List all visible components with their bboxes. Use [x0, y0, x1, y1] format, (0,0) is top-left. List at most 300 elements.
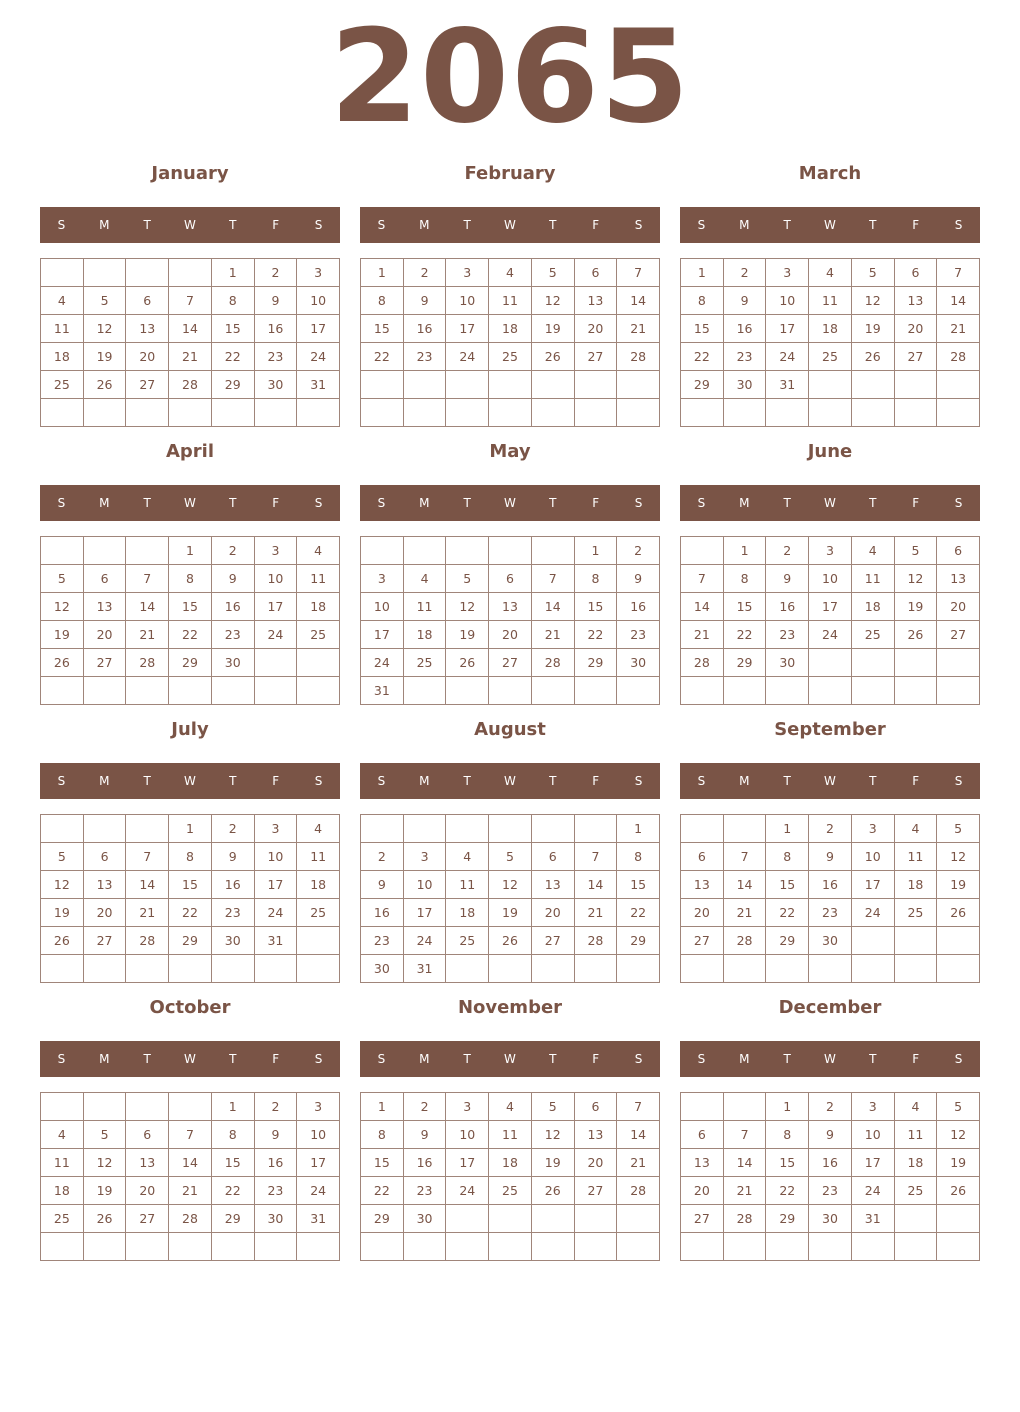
empty-day-cell	[404, 815, 447, 843]
empty-day-cell	[297, 955, 340, 983]
empty-day-cell	[532, 1205, 575, 1233]
day-cell: 2	[809, 1093, 852, 1121]
empty-day-cell	[212, 677, 255, 705]
month-name: December	[778, 997, 882, 1018]
day-cell: 14	[575, 871, 618, 899]
day-cell: 26	[489, 927, 532, 955]
days-grid	[360, 1092, 660, 1261]
day-cell: 20	[895, 315, 938, 343]
day-cell: 6	[937, 537, 980, 565]
day-cell: 25	[852, 621, 895, 649]
weekday-label: T	[229, 496, 237, 510]
weekday-header	[40, 763, 340, 799]
day-cell: 8	[212, 287, 255, 315]
day-cell: 12	[446, 593, 489, 621]
day-cell: 6	[895, 259, 938, 287]
day-cell: 14	[937, 287, 980, 315]
day-cell: 25	[895, 899, 938, 927]
empty-day-cell	[852, 649, 895, 677]
day-cell: 14	[169, 315, 212, 343]
day-cell: 7	[575, 843, 618, 871]
day-cell: 17	[809, 593, 852, 621]
day-cell: 9	[255, 287, 298, 315]
day-cell: 23	[255, 1177, 298, 1205]
empty-day-cell	[361, 371, 404, 399]
empty-day-cell	[361, 537, 404, 565]
day-cell: 11	[446, 871, 489, 899]
day-cell: 1	[212, 1093, 255, 1121]
day-cell: 21	[126, 621, 169, 649]
day-cell: 9	[255, 1121, 298, 1149]
empty-day-cell	[126, 1233, 169, 1261]
days-grid	[360, 258, 660, 427]
day-cell: 12	[532, 287, 575, 315]
day-cell: 9	[724, 287, 767, 315]
day-cell: 16	[404, 315, 447, 343]
weekday-label: F	[592, 774, 600, 788]
weekday-label: W	[504, 774, 516, 788]
day-cell: 19	[895, 593, 938, 621]
empty-day-cell	[681, 815, 724, 843]
day-cell: 17	[766, 315, 809, 343]
month-name: January	[151, 163, 229, 184]
day-cell: 21	[617, 1149, 660, 1177]
day-cell: 29	[212, 1205, 255, 1233]
day-cell: 29	[169, 649, 212, 677]
day-cell: 2	[404, 259, 447, 287]
empty-day-cell	[724, 815, 767, 843]
empty-day-cell	[41, 537, 84, 565]
day-cell: 15	[361, 1149, 404, 1177]
day-cell: 9	[404, 287, 447, 315]
day-cell: 12	[532, 1121, 575, 1149]
empty-day-cell	[532, 537, 575, 565]
day-cell: 18	[489, 1149, 532, 1177]
weekday-label: T	[869, 496, 877, 510]
day-cell: 4	[895, 815, 938, 843]
day-cell: 18	[809, 315, 852, 343]
empty-day-cell	[255, 399, 298, 427]
empty-day-cell	[169, 399, 212, 427]
empty-day-cell	[937, 677, 980, 705]
day-cell: 10	[361, 593, 404, 621]
day-cell: 10	[852, 843, 895, 871]
day-cell: 2	[404, 1093, 447, 1121]
day-cell: 3	[446, 259, 489, 287]
weekday-label: M	[419, 1052, 430, 1066]
day-cell: 28	[532, 649, 575, 677]
day-cell: 14	[617, 287, 660, 315]
weekday-label: S	[697, 496, 706, 510]
month-calendar-september	[680, 708, 980, 986]
empty-day-cell	[852, 955, 895, 983]
empty-day-cell	[681, 677, 724, 705]
day-cell: 1	[766, 815, 809, 843]
empty-day-cell	[895, 1233, 938, 1261]
day-cell: 22	[766, 899, 809, 927]
day-cell: 27	[895, 343, 938, 371]
day-cell: 23	[617, 621, 660, 649]
weekday-label: T	[783, 774, 791, 788]
day-cell: 25	[41, 1205, 84, 1233]
day-cell: 16	[766, 593, 809, 621]
day-cell: 19	[41, 621, 84, 649]
empty-day-cell	[575, 955, 618, 983]
day-cell: 10	[404, 871, 447, 899]
day-cell: 27	[681, 1205, 724, 1233]
month-name: June	[807, 441, 853, 462]
empty-day-cell	[489, 815, 532, 843]
weekday-header	[360, 763, 660, 799]
day-cell: 28	[937, 343, 980, 371]
day-cell: 15	[724, 593, 767, 621]
day-cell: 19	[937, 871, 980, 899]
day-cell: 3	[404, 843, 447, 871]
month-name: April	[165, 441, 215, 462]
weekday-label: M	[419, 496, 430, 510]
empty-day-cell	[681, 537, 724, 565]
day-cell: 12	[41, 871, 84, 899]
empty-day-cell	[766, 677, 809, 705]
day-cell: 27	[126, 371, 169, 399]
days-grid	[680, 258, 980, 427]
day-cell: 14	[126, 593, 169, 621]
weekday-header	[680, 485, 980, 521]
empty-day-cell	[169, 955, 212, 983]
weekday-label: T	[143, 1052, 151, 1066]
day-cell: 2	[361, 843, 404, 871]
day-cell: 13	[895, 287, 938, 315]
day-cell: 4	[489, 1093, 532, 1121]
day-cell: 14	[126, 871, 169, 899]
year-title: 2065	[329, 3, 691, 152]
day-cell: 23	[212, 621, 255, 649]
day-cell: 10	[766, 287, 809, 315]
weekday-label: W	[504, 218, 516, 232]
empty-day-cell	[766, 399, 809, 427]
day-cell: 17	[297, 1149, 340, 1177]
day-cell: 10	[255, 843, 298, 871]
day-cell: 26	[41, 649, 84, 677]
day-cell: 16	[212, 593, 255, 621]
empty-day-cell	[617, 677, 660, 705]
empty-day-cell	[126, 955, 169, 983]
weekday-label: T	[143, 496, 151, 510]
day-cell: 31	[297, 371, 340, 399]
day-cell: 12	[937, 1121, 980, 1149]
empty-day-cell	[681, 955, 724, 983]
day-cell: 15	[361, 315, 404, 343]
day-cell: 3	[255, 815, 298, 843]
empty-day-cell	[297, 927, 340, 955]
weekday-label: M	[739, 496, 750, 510]
day-cell: 28	[724, 1205, 767, 1233]
day-cell: 18	[41, 1177, 84, 1205]
empty-day-cell	[617, 955, 660, 983]
day-cell: 23	[809, 1177, 852, 1205]
day-cell: 27	[532, 927, 575, 955]
day-cell: 10	[255, 565, 298, 593]
empty-day-cell	[212, 1233, 255, 1261]
day-cell: 12	[937, 843, 980, 871]
day-cell: 18	[297, 593, 340, 621]
day-cell: 31	[361, 677, 404, 705]
empty-day-cell	[809, 677, 852, 705]
day-cell: 6	[681, 1121, 724, 1149]
day-cell: 26	[446, 649, 489, 677]
weekday-label: T	[463, 1052, 471, 1066]
day-cell: 17	[255, 871, 298, 899]
weekday-label: S	[697, 218, 706, 232]
day-cell: 15	[766, 1149, 809, 1177]
day-cell: 7	[126, 565, 169, 593]
day-cell: 24	[297, 1177, 340, 1205]
day-cell: 22	[617, 899, 660, 927]
empty-day-cell	[126, 1093, 169, 1121]
day-cell: 29	[617, 927, 660, 955]
weekday-label: W	[504, 496, 516, 510]
day-cell: 23	[809, 899, 852, 927]
day-cell: 6	[575, 1093, 618, 1121]
weekday-label: T	[229, 1052, 237, 1066]
weekday-label: S	[634, 1052, 643, 1066]
day-cell: 17	[446, 315, 489, 343]
day-cell: 10	[852, 1121, 895, 1149]
empty-day-cell	[255, 649, 298, 677]
empty-day-cell	[766, 1233, 809, 1261]
day-cell: 27	[575, 1177, 618, 1205]
month-calendar-january	[40, 152, 340, 430]
empty-day-cell	[446, 815, 489, 843]
empty-day-cell	[489, 677, 532, 705]
empty-day-cell	[937, 927, 980, 955]
empty-day-cell	[617, 1205, 660, 1233]
day-cell: 31	[297, 1205, 340, 1233]
day-cell: 22	[361, 1177, 404, 1205]
empty-day-cell	[126, 537, 169, 565]
day-cell: 31	[404, 955, 447, 983]
day-cell: 9	[212, 565, 255, 593]
day-cell: 21	[681, 621, 724, 649]
day-cell: 13	[937, 565, 980, 593]
weekday-label: S	[377, 774, 386, 788]
month-name: February	[464, 163, 556, 184]
day-cell: 28	[617, 1177, 660, 1205]
day-cell: 4	[489, 259, 532, 287]
month-name: November	[457, 997, 563, 1018]
empty-day-cell	[84, 677, 127, 705]
day-cell: 22	[169, 899, 212, 927]
day-cell: 17	[361, 621, 404, 649]
day-cell: 14	[617, 1121, 660, 1149]
day-cell: 2	[809, 815, 852, 843]
month-calendar-march	[680, 152, 980, 430]
weekday-label: T	[869, 218, 877, 232]
day-cell: 13	[575, 287, 618, 315]
day-cell: 3	[809, 537, 852, 565]
day-cell: 8	[361, 287, 404, 315]
weekday-label: S	[634, 218, 643, 232]
day-cell: 26	[41, 927, 84, 955]
day-cell: 10	[297, 287, 340, 315]
day-cell: 25	[489, 1177, 532, 1205]
day-cell: 22	[361, 343, 404, 371]
weekday-label: T	[463, 774, 471, 788]
empty-day-cell	[169, 677, 212, 705]
day-cell: 24	[255, 621, 298, 649]
month-calendar-may	[360, 430, 660, 708]
empty-day-cell	[852, 1233, 895, 1261]
day-cell: 14	[532, 593, 575, 621]
day-cell: 6	[575, 259, 618, 287]
day-cell: 1	[169, 815, 212, 843]
day-cell: 16	[212, 871, 255, 899]
empty-day-cell	[41, 1093, 84, 1121]
day-cell: 6	[532, 843, 575, 871]
day-cell: 5	[84, 287, 127, 315]
day-cell: 7	[126, 843, 169, 871]
empty-day-cell	[809, 649, 852, 677]
weekday-label: T	[783, 496, 791, 510]
day-cell: 22	[212, 1177, 255, 1205]
day-cell: 31	[766, 371, 809, 399]
day-cell: 4	[297, 537, 340, 565]
day-cell: 30	[212, 649, 255, 677]
day-cell: 29	[361, 1205, 404, 1233]
day-cell: 4	[404, 565, 447, 593]
empty-day-cell	[724, 955, 767, 983]
day-cell: 26	[84, 1205, 127, 1233]
day-cell: 2	[255, 1093, 298, 1121]
day-cell: 23	[404, 343, 447, 371]
weekday-label: S	[377, 218, 386, 232]
empty-day-cell	[532, 1233, 575, 1261]
weekday-label: S	[954, 774, 963, 788]
weekday-label: F	[272, 774, 280, 788]
day-cell: 9	[617, 565, 660, 593]
weekday-label: S	[954, 496, 963, 510]
empty-day-cell	[446, 1205, 489, 1233]
month-name: September	[774, 719, 886, 740]
day-cell: 12	[489, 871, 532, 899]
days-grid	[40, 258, 340, 427]
day-cell: 21	[532, 621, 575, 649]
day-cell: 16	[617, 593, 660, 621]
day-cell: 4	[297, 815, 340, 843]
day-cell: 11	[41, 1149, 84, 1177]
day-cell: 18	[895, 1149, 938, 1177]
weekday-label: S	[634, 496, 643, 510]
day-cell: 9	[809, 1121, 852, 1149]
day-cell: 18	[895, 871, 938, 899]
day-cell: 7	[532, 565, 575, 593]
day-cell: 8	[617, 843, 660, 871]
empty-day-cell	[41, 1233, 84, 1261]
empty-day-cell	[255, 955, 298, 983]
day-cell: 29	[169, 927, 212, 955]
empty-day-cell	[84, 955, 127, 983]
day-cell: 18	[297, 871, 340, 899]
weekday-label: T	[549, 774, 557, 788]
day-cell: 29	[766, 1205, 809, 1233]
weekday-header	[360, 207, 660, 243]
day-cell: 30	[361, 955, 404, 983]
empty-day-cell	[766, 955, 809, 983]
empty-day-cell	[937, 955, 980, 983]
day-cell: 5	[41, 565, 84, 593]
empty-day-cell	[297, 677, 340, 705]
days-grid	[360, 536, 660, 705]
weekday-label: T	[143, 774, 151, 788]
empty-day-cell	[575, 1233, 618, 1261]
empty-day-cell	[895, 927, 938, 955]
day-cell: 16	[255, 315, 298, 343]
day-cell: 11	[852, 565, 895, 593]
day-cell: 7	[617, 259, 660, 287]
day-cell: 14	[681, 593, 724, 621]
day-cell: 12	[895, 565, 938, 593]
empty-day-cell	[532, 371, 575, 399]
weekday-label: W	[184, 218, 196, 232]
empty-day-cell	[446, 677, 489, 705]
day-cell: 28	[681, 649, 724, 677]
empty-day-cell	[361, 815, 404, 843]
day-cell: 13	[575, 1121, 618, 1149]
day-cell: 23	[404, 1177, 447, 1205]
day-cell: 11	[41, 315, 84, 343]
day-cell: 8	[361, 1121, 404, 1149]
day-cell: 2	[212, 537, 255, 565]
empty-day-cell	[895, 1205, 938, 1233]
day-cell: 20	[575, 1149, 618, 1177]
weekday-label: F	[592, 1052, 600, 1066]
day-cell: 19	[532, 1149, 575, 1177]
empty-day-cell	[617, 371, 660, 399]
day-cell: 5	[895, 537, 938, 565]
day-cell: 17	[297, 315, 340, 343]
day-cell: 11	[895, 1121, 938, 1149]
empty-day-cell	[575, 815, 618, 843]
day-cell: 15	[575, 593, 618, 621]
weekday-label: T	[549, 1052, 557, 1066]
day-cell: 23	[212, 899, 255, 927]
empty-day-cell	[41, 259, 84, 287]
day-cell: 26	[84, 371, 127, 399]
empty-day-cell	[532, 955, 575, 983]
day-cell: 9	[766, 565, 809, 593]
day-cell: 20	[126, 1177, 169, 1205]
weekday-label: M	[739, 774, 750, 788]
day-cell: 19	[84, 1177, 127, 1205]
empty-day-cell	[532, 677, 575, 705]
day-cell: 8	[169, 843, 212, 871]
day-cell: 6	[84, 565, 127, 593]
day-cell: 5	[489, 843, 532, 871]
empty-day-cell	[126, 399, 169, 427]
weekday-label: S	[57, 218, 66, 232]
weekday-label: W	[504, 1052, 516, 1066]
day-cell: 30	[255, 1205, 298, 1233]
days-grid	[680, 1092, 980, 1261]
weekday-header	[680, 763, 980, 799]
day-cell: 25	[446, 927, 489, 955]
day-cell: 3	[297, 1093, 340, 1121]
day-cell: 22	[169, 621, 212, 649]
empty-day-cell	[297, 1233, 340, 1261]
day-cell: 25	[895, 1177, 938, 1205]
day-cell: 27	[84, 649, 127, 677]
empty-day-cell	[361, 1233, 404, 1261]
